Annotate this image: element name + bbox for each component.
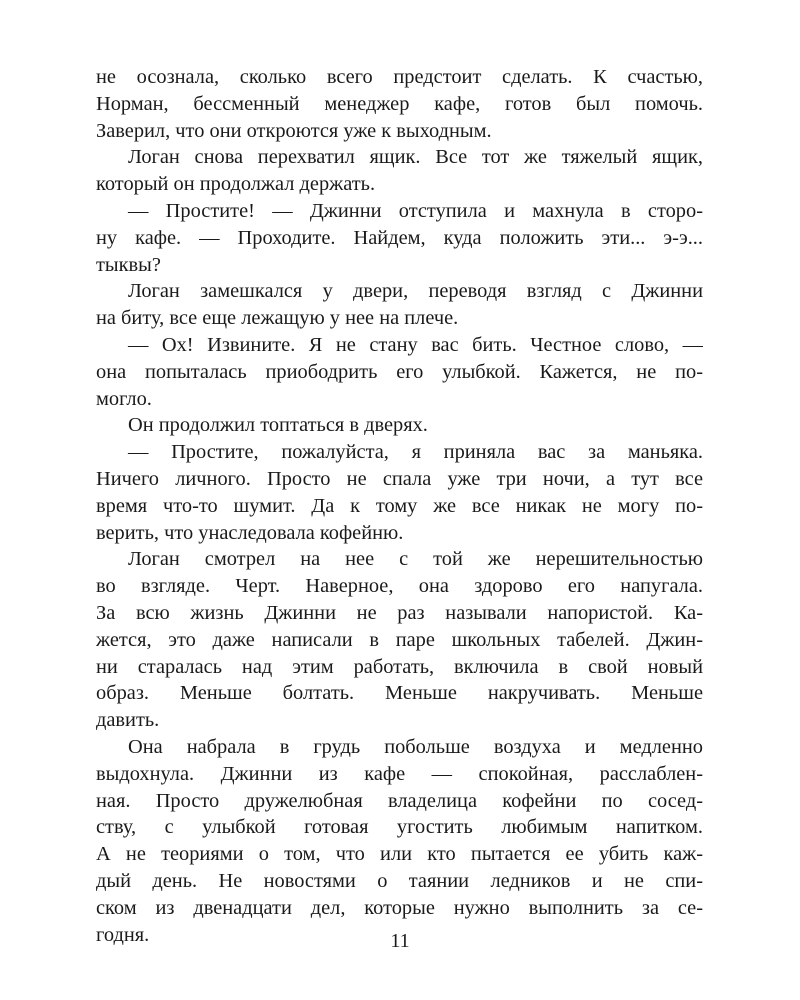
text-line: давить. — [96, 709, 160, 732]
text-line: Она набрала в грудь побольше воздуха и медленно — [128, 735, 703, 758]
text-line: ну кафе. — Проходите. Найдем, куда положить эти... э-э... — [96, 226, 703, 249]
text-line: выдохнула. Джинни из кафе — спокойная, расслаблен- — [96, 762, 703, 785]
text-line: ству, с улыбкой готовая угостить любимым напитком. — [96, 816, 703, 839]
text-line: Логан замешкался у двери, переводя взгляд с Джинни — [128, 280, 703, 303]
text-line: Он продолжил топтаться в дверях. — [128, 414, 428, 437]
text-line: — Простите! — Джинни отступила и махнула в сторо- — [128, 199, 703, 222]
text-line: могло. — [96, 387, 152, 410]
text-line: ная. Просто дружелюбная владелица кофейни по сосед- — [96, 789, 703, 812]
text-line: она попыталась приободрить его улыбкой. Кажется, не по- — [96, 360, 703, 383]
text-line: ни старалась над этим работать, включила в свой новый — [96, 655, 703, 678]
text-line: образ. Меньше болтать. Меньше накручивать. Меньше — [96, 682, 703, 705]
text-line: ском из двенадцати дел, которые нужно выполнить за се- — [96, 896, 703, 919]
text-line: — Ох! Извините. Я не стану вас бить. Честное слово, — — [128, 333, 703, 356]
text-line: Логан смотрел на нее с той же нерешительностью — [128, 548, 703, 571]
text-line: За всю жизнь Джинни не раз называли напористой. Ка- — [96, 601, 703, 624]
text-line: А не теориями о том, что или кто пытается ее убить каж- — [96, 843, 703, 866]
text-line: Логан снова перехватил ящик. Все тот же тяжелый ящик, — [128, 146, 703, 169]
text-line: верить, что унаследовала кофейню. — [96, 521, 404, 544]
text-line: тыквы? — [96, 253, 161, 276]
text-line: на биту, все еще лежащую у нее на плече. — [96, 307, 459, 330]
text-line: который он продолжал держать. — [96, 173, 376, 196]
text-line: во взгляде. Черт. Наверное, она здорово его напугала. — [96, 575, 703, 598]
text-line: годня. — [96, 923, 150, 946]
page-number: 11 — [390, 930, 410, 952]
text-line: время что-то шумит. Да к тому же все никак не могу по- — [96, 494, 703, 517]
text-line: Норман, бессменный менеджер кафе, готов был помочь. — [96, 92, 703, 115]
text-line: Заверил, что они откроются уже к выходным. — [96, 119, 492, 142]
text-line: Ничего личного. Просто не спала уже три ночи, а тут все — [96, 467, 703, 490]
text-line: не осознала, сколько всего предстоит сделать. К счастью, — [96, 66, 703, 88]
page-body — [96, 64, 703, 948]
text-line: жется, это даже написали в паре школьных табелей. Джин- — [96, 628, 703, 651]
text-line: дый день. Не новостями о таянии ледников и не спи- — [96, 869, 703, 892]
text-line: — Простите, пожалуйста, я приняла вас за маньяка. — [128, 441, 703, 464]
